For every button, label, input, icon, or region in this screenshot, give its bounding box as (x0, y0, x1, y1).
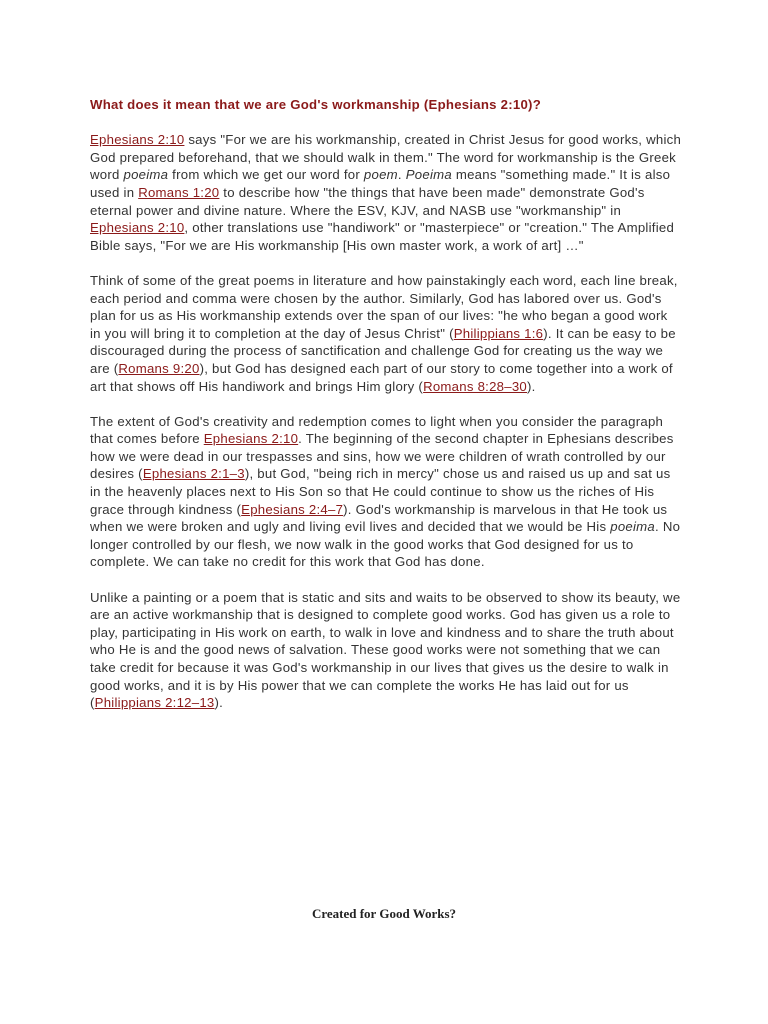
paragraph-text: to describe how "the things that have been made" demonstrate God's eternal power and divine nature. Where the ESV, KJV, and NASB use "workmanship" in (90, 184, 645, 218)
paragraph-text: . The beginning of the second chapter in Ephesians describes how we were dead in our trespasses and sins, how we were children of wrath controlled by our desires ( (90, 431, 674, 482)
paragraph-text: The extent of God's creativity and redemption comes to light when you consider the paragraph that comes before (90, 413, 664, 447)
paragraph-text: Think of some of the great poems in literature and how painstakingly each word, each line break, each period and comma were chosen by the author. Similarly, God has labored over us. God's plan for us as His workmanship extends over the span of our lives: "he who began a good work in you will bring it to completion at the day of Jesus Christ" ( (90, 272, 678, 341)
paragraph-text: from which we get our word for (168, 167, 364, 183)
scripture-link-philippians-2-12-13[interactable]: Philippians 2:12–13 (94, 695, 215, 711)
scripture-link-philippians-1-6[interactable]: Philippians 1:6 (453, 325, 544, 341)
scripture-link-romans-8-28-30[interactable]: Romans 8:28–30 (423, 378, 528, 394)
paragraph-2 (90, 272, 682, 395)
paragraph-text: ). (527, 378, 536, 394)
paragraph-text: , other translations use "handiwork" or "masterpiece" or "creation." The Amplified Bible says, "For we are His workmanship [His own master work, a work of art] …" (90, 220, 675, 253)
paragraph-3 (90, 413, 682, 571)
paragraph-1 (90, 131, 682, 254)
paragraph-text: ), but God, "being rich in mercy" chose us and raised us up and sat us in the heavenly places next to His Son so that He could continue to show us the riches of His grace through kindness ( (90, 466, 671, 517)
scripture-link-ephesians-2-4-7[interactable]: Ephesians 2:4–7 (241, 501, 344, 517)
paragraph-text: ). (214, 695, 224, 711)
scripture-link-ephesians-2-10[interactable]: Ephesians 2:10 (203, 431, 299, 447)
paragraph-text: . No longer controlled by our flesh, we now walk in the good works that God designed for us to complete. We can take no credit for this work that God has done. (90, 519, 681, 570)
scripture-link-ephesians-2-1-3[interactable]: Ephesians 2:1–3 (142, 466, 245, 482)
article-body (90, 96, 682, 729)
paragraph-text: means "something made." It is also used in (90, 167, 671, 200)
article-heading: What does it mean that we are God's workmanship (Ephesians 2:10)? (90, 97, 542, 112)
scripture-link-romans-9-20[interactable]: Romans 9:20 (118, 360, 200, 376)
section-heading: Created for Good Works? (311, 906, 457, 921)
paragraph-text: ). It can be easy to be discouraged during the process of sanctification and challenge God for creating us the way we are ( (90, 325, 676, 376)
scripture-link-ephesians-2-10[interactable]: Ephesians 2:10 (90, 132, 185, 148)
emphasis-word: poem (363, 167, 398, 183)
paragraph-4 (90, 589, 682, 712)
paragraph-text: Unlike a painting or a poem that is static and sits and waits to be observed to show its beauty, we are an active workmanship that is designed to complete good works. God has given us a role to play, participating in His work on earth, to walk in love and kindness and to share the truth about who He is and the good news of salvation. These good works were not something that we can take credit for because it was God's workmanship in our lives that gives us the desire to walk in good works, and it is by His power that we can complete the works He has laid out for us ( (90, 589, 681, 711)
scripture-link-romans-1-20[interactable]: Romans 1:20 (138, 184, 220, 200)
greek-word: poeima (610, 519, 655, 535)
greek-word: poeima (123, 167, 169, 183)
greek-word: Poeima (405, 167, 452, 183)
paragraph-text: ), but God has designed each part of our story to come together into a work of art that shows off His handiwork and brings Him glory ( (90, 360, 673, 394)
paragraph-text: says "For we are his workmanship, created in Christ Jesus for good works, which God prepared beforehand, that we should walk in them." The word for workmanship is the Greek word (90, 132, 682, 183)
paragraph-text: ). God's workmanship is marvelous in that He took us when we were broken and ugly and living evil lives and decided that we would be His (90, 501, 668, 535)
scripture-link-ephesians-2-10[interactable]: Ephesians 2:10 (90, 220, 185, 236)
paragraph-text: . (397, 167, 406, 183)
